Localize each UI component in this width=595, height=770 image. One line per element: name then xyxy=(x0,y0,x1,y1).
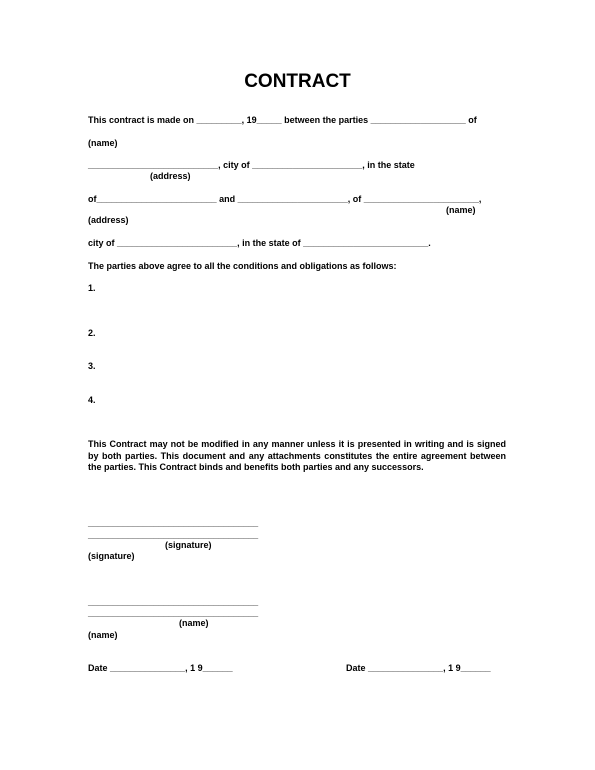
name-label: (name) xyxy=(446,205,476,215)
date-line-right: Date _______________, 1 9______ xyxy=(346,663,491,673)
name-line: __________________________________ xyxy=(88,597,259,607)
city-state-line: city of ________________________, in the state of _________________________. xyxy=(88,238,431,248)
signature-label: (signature) xyxy=(88,551,135,561)
of-line: of________________________ and ______________________, of _______________________, xyxy=(88,194,482,204)
agreement-line: The parties above agree to all the conditions and obligations as follows: xyxy=(88,261,397,271)
name-line: __________________________________ xyxy=(88,608,259,618)
date-line-left: Date _______________, 1 9______ xyxy=(88,663,233,673)
name-label: (name) xyxy=(88,138,118,148)
item-number: 2. xyxy=(88,328,96,338)
intro-line: This contract is made on _________, 19_____ between the parties ___________________ of xyxy=(88,115,477,125)
name-label: (name) xyxy=(88,630,118,640)
address-label: (address) xyxy=(88,215,129,225)
item-number: 4. xyxy=(88,395,96,405)
modification-clause: This Contract may not be modified in any manner unless it is presented in writing and is signed by both parties. This document and any attachments constitutes the entire agreement between the parties. This Contract binds and benefits both parties and any successors. xyxy=(88,439,506,472)
name-label: (name) xyxy=(179,618,209,628)
signature-label: (signature) xyxy=(165,540,212,550)
signature-line: __________________________________ xyxy=(88,518,259,528)
item-number: 3. xyxy=(88,361,96,371)
address-label: (address) xyxy=(150,171,191,181)
document-title: CONTRACT xyxy=(244,71,351,92)
signature-line: __________________________________ xyxy=(88,530,259,540)
city-line: __________________________, city of ______________________, in the state xyxy=(88,160,415,170)
item-number: 1. xyxy=(88,283,96,293)
